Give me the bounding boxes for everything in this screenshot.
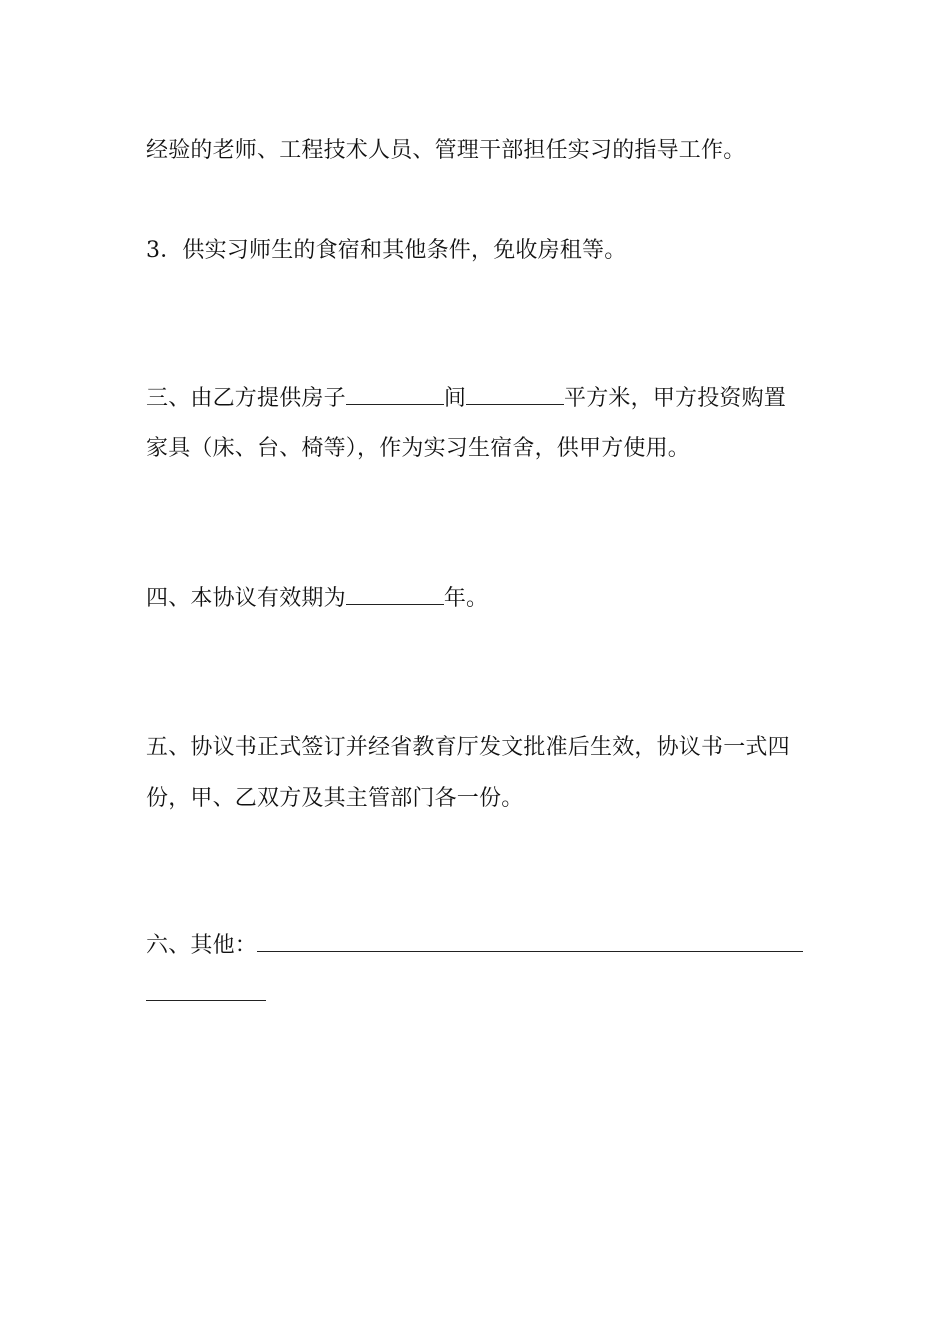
text-segment: 年。 (443, 586, 489, 611)
text-segment: 四、本协议有效期为 (146, 586, 346, 611)
clause-5-line-2 (146, 784, 523, 814)
text-segment: 三、由乙方提供房子 (146, 386, 346, 411)
text-line: 家具（床、台、椅等），作为实习生宿舍，供甲方使用。 (146, 436, 691, 461)
clause-2-continuation (146, 136, 745, 166)
area-blank[interactable] (466, 384, 564, 405)
text-segment: 间 (443, 386, 467, 411)
validity-years-blank[interactable] (346, 584, 444, 605)
clause-4 (146, 584, 488, 614)
clause-2-item-3 (146, 236, 626, 266)
text-line: 份，甲、乙双方及其主管部门各一份。 (146, 786, 524, 811)
other-terms-blank[interactable] (257, 931, 803, 952)
clause-6 (146, 931, 803, 961)
clause-3-line-1 (146, 384, 786, 414)
clause-5-line-1 (146, 733, 790, 763)
text-line: 五、协议书正式签订并经省教育厅发文批准后生效，协议书一式四 (146, 735, 790, 760)
text-segment: 六、其他： (146, 933, 258, 958)
rooms-count-blank[interactable] (346, 384, 444, 405)
other-terms-blank-continued[interactable] (146, 980, 266, 1001)
text-line: 3．供实习师生的食宿和其他条件，免收房租等。 (146, 238, 627, 263)
clause-6-continuation (146, 980, 266, 1010)
text-line: 经验的老师、工程技术人员、管理干部担任实习的指导工作。 (146, 138, 746, 163)
text-segment: 平方米，甲方投资购置 (564, 386, 787, 411)
clause-3-line-2 (146, 434, 690, 464)
